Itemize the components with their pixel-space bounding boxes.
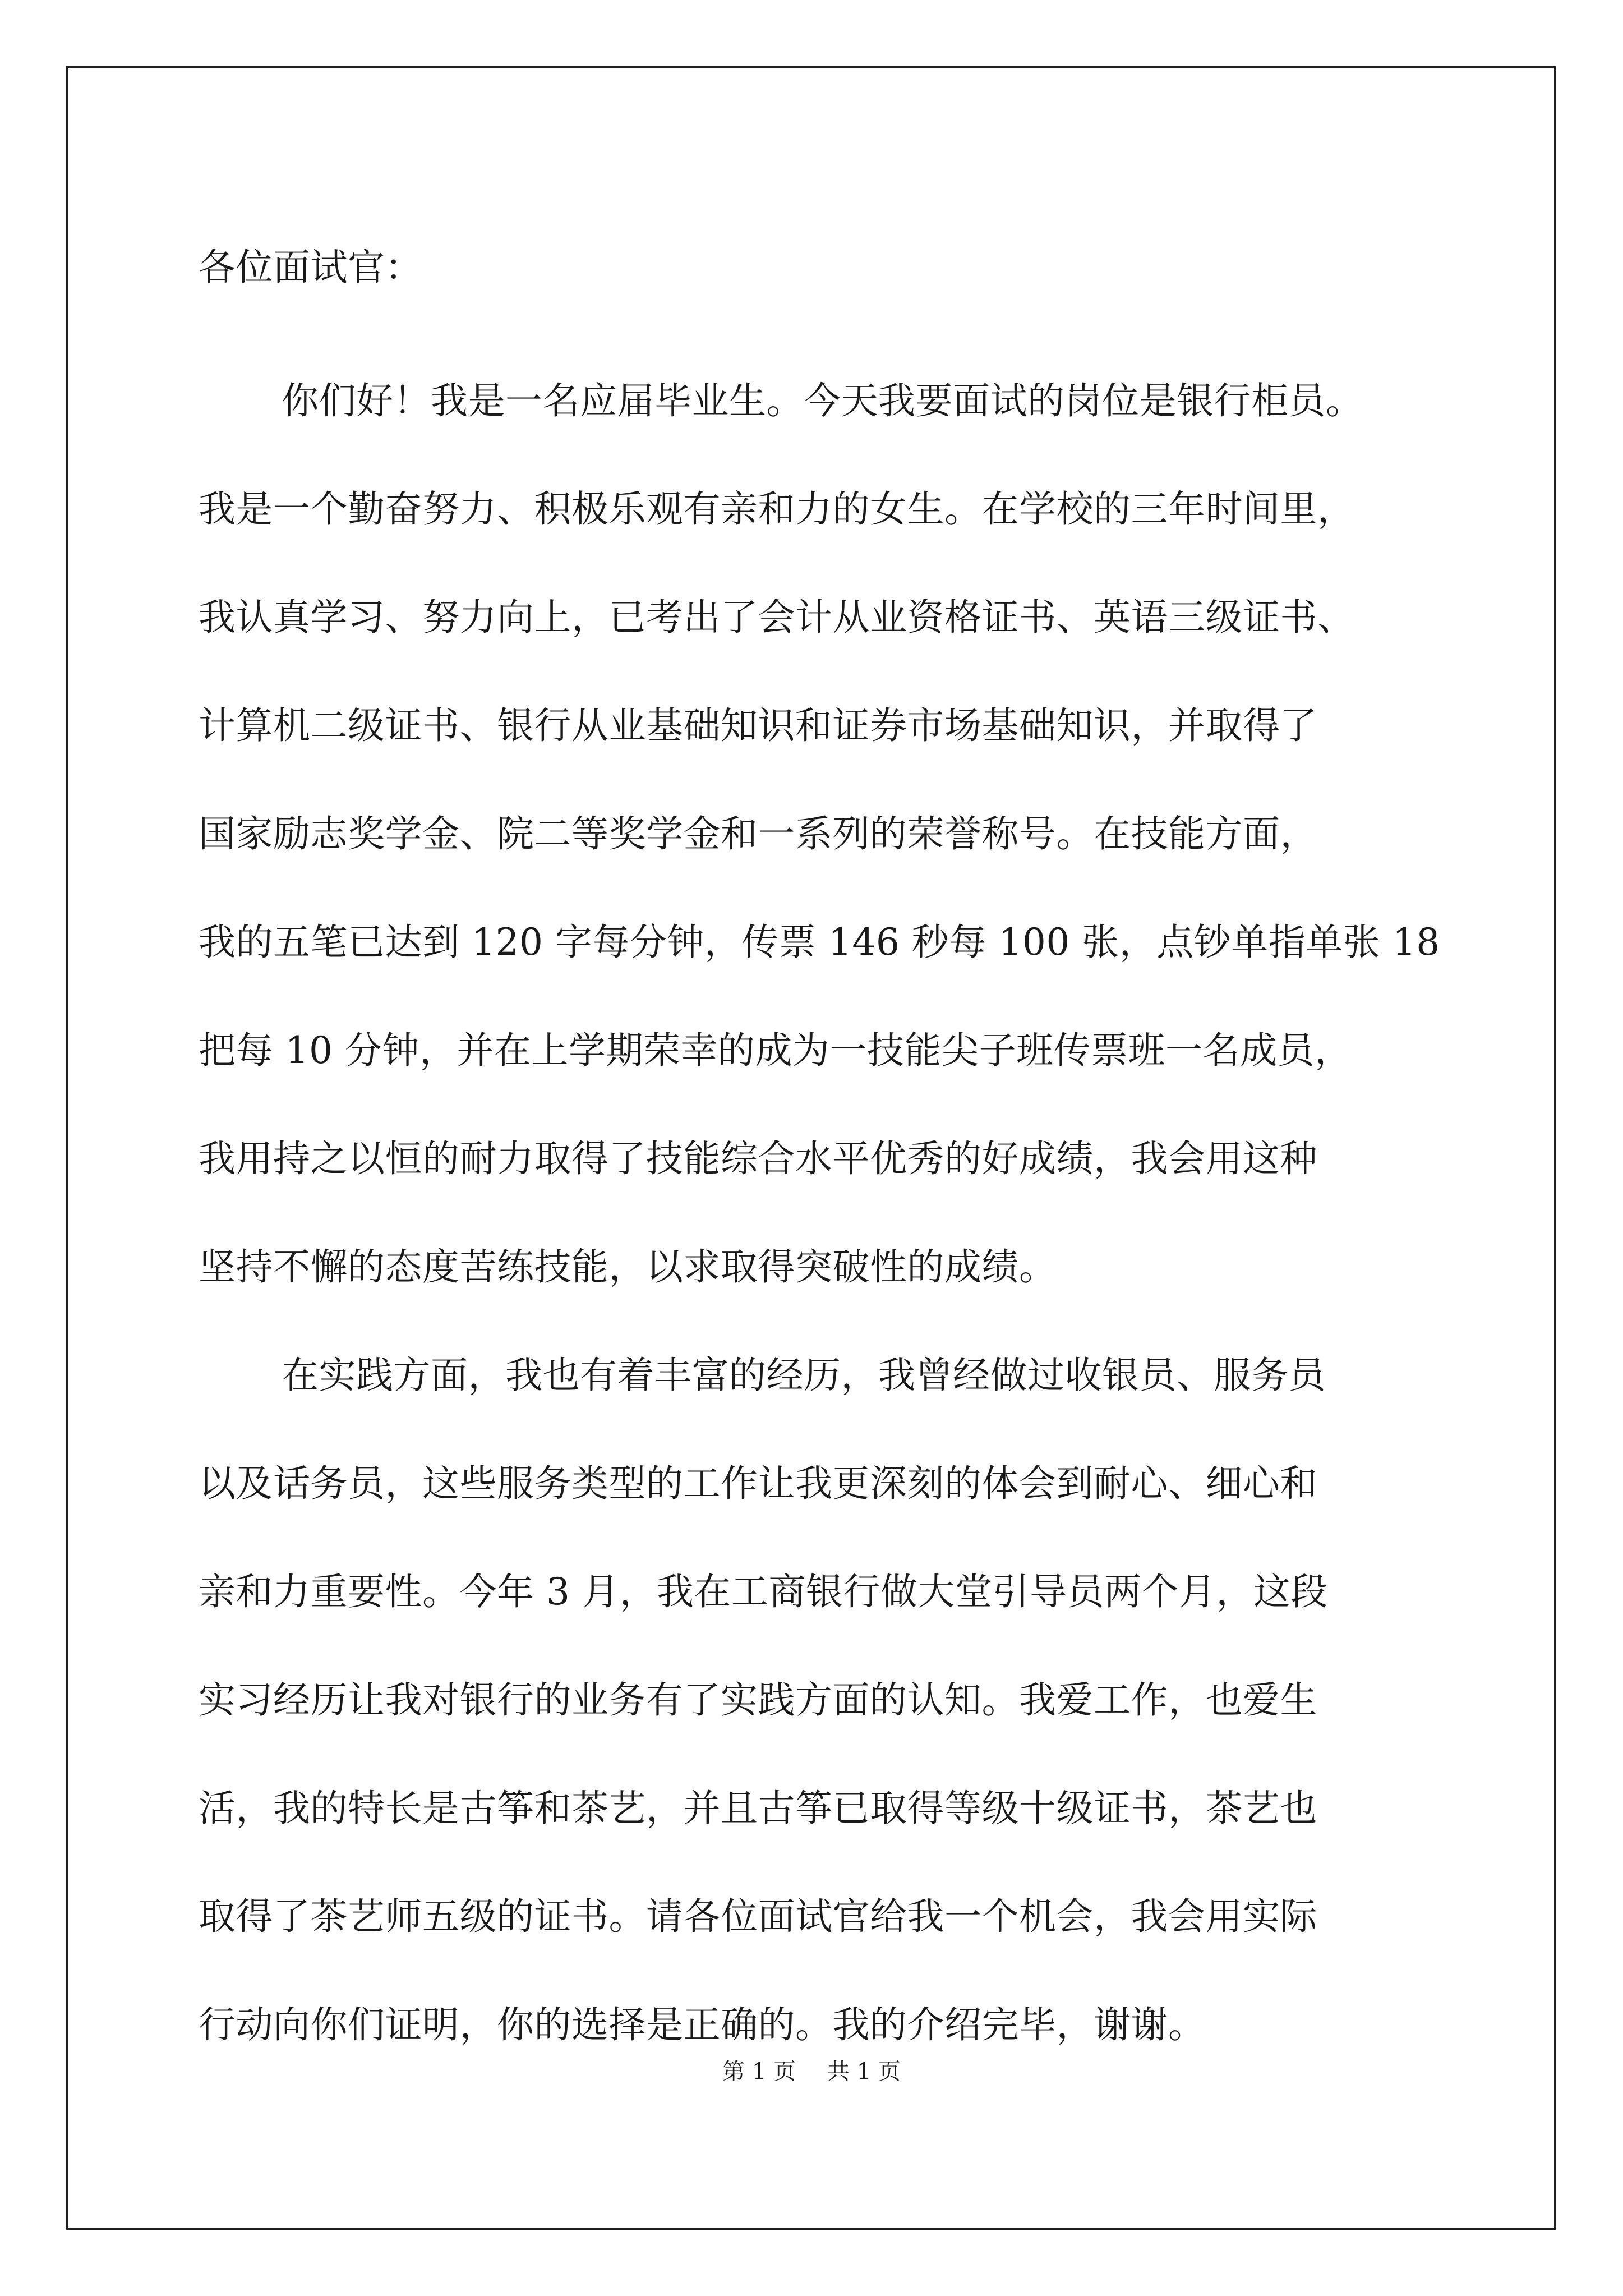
paragraph-2-line-3: 亲和力重要性。今年 3 月，我在工商银行做大堂引导员两个月，这段: [199, 1570, 1328, 1613]
document-body: [199, 213, 1477, 2079]
paragraph-2-line-7: 行动向你们证明，你的选择是正确的。我的介绍完毕，谢谢。: [199, 2003, 1206, 2046]
paragraph-2-line-4: 实习经历让我对银行的业务有了实践方面的认知。我爱工作，也爱生: [199, 1678, 1317, 1722]
page-footer: [0, 2055, 1623, 2088]
paragraph-1-line-9: 坚持不懈的态度苦练技能，以求取得突破性的成绩。: [199, 1245, 1057, 1289]
paragraph-1-line-6: 我的五笔已达到 120 字每分钟，传票 146 秒每 100 张，点钞单指单张 18: [199, 921, 1440, 964]
paragraph-2-line-2: 以及话务员，这些服务类型的工作让我更深刻的体会到耐心、细心和: [199, 1462, 1317, 1505]
paragraph-2-line-6: 取得了茶艺师五级的证书。请各位面试官给我一个机会，我会用实际: [199, 1895, 1317, 1938]
paragraph-1-line-3: 我认真学习、努力向上，已考出了会计从业资格证书、英语三级证书、: [199, 596, 1355, 639]
paragraph-1-line-4: 计算机二级证书、银行从业基础知识和证券市场基础知识，并取得了: [199, 704, 1317, 747]
page-number: 第 1 页: [722, 2059, 796, 2085]
total-pages: 共 1 页: [827, 2059, 901, 2085]
paragraph-2-line-1: 在实践方面，我也有着丰富的经历，我曾经做过收银员、服务员: [282, 1354, 1326, 1397]
paragraph-1-line-1: 你们好！我是一名应届毕业生。今天我要面试的岗位是银行柜员。: [282, 379, 1363, 422]
salutation: 各位面试官：: [199, 246, 422, 289]
paragraph-2-line-5: 活，我的特长是古筝和茶艺，并且古筝已取得等级十级证书，茶艺也: [199, 1787, 1317, 1830]
paragraph-1-line-5: 国家励志奖学金、院二等奖学金和一系列的荣誉称号。在技能方面，: [199, 812, 1317, 855]
paragraph-spacer: [199, 321, 1477, 347]
paragraph-1-line-2: 我是一个勤奋努力、积极乐观有亲和力的女生。在学校的三年时间里，: [199, 487, 1355, 531]
paragraph-1-line-8: 我用持之以恒的耐力取得了技能综合水平优秀的好成绩，我会用这种: [199, 1137, 1317, 1180]
paragraph-1-line-7: 把每 10 分钟，并在上学期荣幸的成为一技能尖子班传票班一名成员，: [199, 1029, 1352, 1072]
